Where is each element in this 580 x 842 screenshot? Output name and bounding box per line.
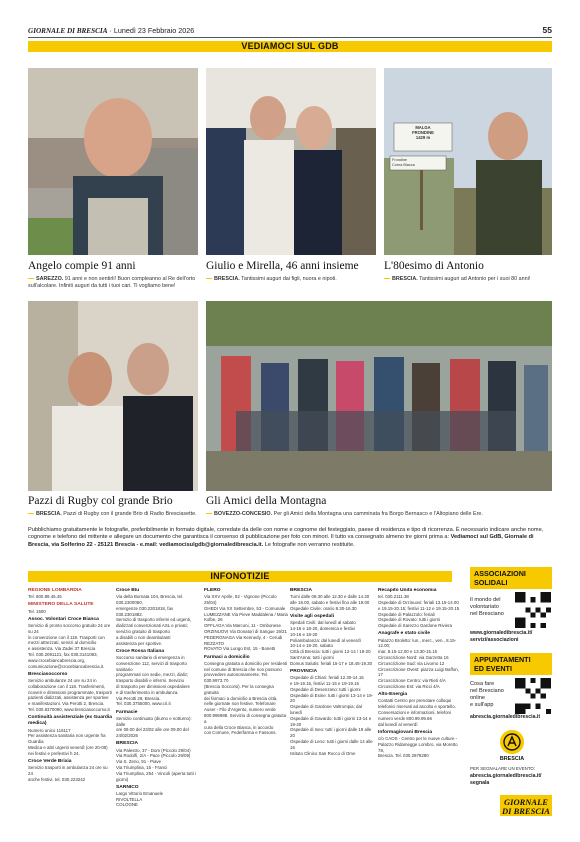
associazioni-text: Il mondo del volontariato nel Bresciano: [470, 597, 504, 617]
info-block-line: 800.995988. Servizio di consegna gratuita a: [204, 712, 287, 724]
info-block-line: assistenza per sportive.: [116, 640, 163, 646]
info-block-title: BRESCIA: [290, 588, 313, 593]
report-link[interactable]: abrescia.giornaledibrescia.it/ segnala: [470, 773, 542, 786]
associazioni-band: ASSOCIAZIONI SOLIDALI: [470, 567, 552, 589]
info-block-title: Informagiovani Brescia: [378, 729, 433, 735]
info-block-line: Servizio ambulanze 24 ore su 24 in: [28, 677, 97, 683]
photo-antonio: [384, 68, 552, 255]
info-block-line: Ospedale di Iseo: tutti i giorni dalle 19 alle 20: [290, 727, 372, 739]
info-block-line: 10-14 e 18-20, sabato: [290, 643, 333, 649]
info-block-line: anche festivi. tel. 030.223242: [28, 776, 86, 782]
info-block-line: Poliambulanza: dal lunedì al venerdì: [290, 637, 361, 643]
info-block-title: REGIONE LOMBARDIA: [28, 588, 82, 593]
a-logo-icon: [500, 730, 524, 754]
info-block-title: FLERO: [204, 588, 221, 593]
submission-notice: Pubblichiamo gratuitamente le fotografie, preferibilmente in formato digitale, corredate da delle con nome e cognome del festeggiato, paese di residenza e tipo di ricorrenza. È necessario indicare anche nome, cognome e telefono del mittente e allegare un documento che garantisca il consenso di pubblicazione per foto con minori. Il tutto va consegnato almeno tre giorni prima a: Vediamoci sul GdB, Giornale di Brescia, via Solferino 22 - 25121 Brescia - e.mail: vediamocisulgdb@giornaledibrescia.it. Le fotografie non verranno restituite.: [28, 527, 544, 548]
info-column-4: [290, 588, 374, 820]
info-block-line: Auser - Filo d'Argento, numero verde: [204, 707, 276, 713]
info-block-line: Circoscrizione Ovest: piazza Luigi Baffon, 17: [378, 666, 459, 678]
info-column-2: [116, 588, 200, 820]
eventi-text: Cosa fare nel Bresciano online e sull'app: [470, 681, 504, 708]
info-block-line: Città di Brescia: tutti i giorni 12-14 / 19-20: [290, 649, 371, 655]
infonotizie-title: INFONOTIZIE: [28, 571, 452, 582]
photo-amici-montagna: [206, 301, 552, 491]
info-block-line: 14-16 e 18-20, domenica e festivi: [290, 625, 355, 631]
header-left: GIORNALE DI BRESCIA · Lunedì 23 Febbraio 2026: [28, 26, 195, 35]
info-block-title: Alto-Energia: [378, 692, 408, 698]
qr-associazioni-icon[interactable]: [515, 592, 551, 628]
info-block-line: Domus Salutis: feriali 15-17 e 18.45-19.30: [290, 660, 373, 666]
info-block-title: BRESCIA: [116, 741, 139, 747]
info-block-line: Via Triumplina, 15 - Franci: [116, 764, 168, 770]
info-block-line: Ospedale di Gavardo: tutti i giorni 13-14 e 19-20: [290, 715, 372, 727]
info-block-title: MINISTERO DELLA SALUTE: [28, 602, 94, 608]
info-block-title: Assoc. Volontari Croce Bianca: [28, 616, 99, 622]
page-header: [28, 26, 552, 38]
info-block-line: e 19-19.15, festivi 11-15 e 19-19.15: [290, 680, 359, 686]
caption-text-amici: BOVEZZO-CONCESIO. Per gli Amici della Montagna una camminata fra Borgo Bernasco e l'Altopiano delle Ere.: [206, 511, 552, 518]
info-block-line: tel. 030.2111.38: [378, 594, 409, 600]
info-block-line: pazienti dializzati, assistenza per sportive: [28, 695, 109, 701]
info-block-title: PROVINCIA: [290, 668, 318, 674]
info-block-line: Ospedale di Palazzolo: feriali: [378, 611, 435, 617]
photo-rugby: [28, 301, 198, 491]
caption-title-rugby: Pazzi di Rugby col grande Brio: [28, 495, 173, 507]
sign-malga: MALGA FRONDINE 1429 m: [412, 125, 434, 140]
info-block-title: Visite agli ospedali: [290, 613, 334, 619]
info-block-line: Servizio di trasporto infermi ed urgenti,: [116, 617, 192, 623]
info-block-title: Croce Rossa Italiana: [116, 648, 165, 654]
info-block-line: Circoscrizione Nord: via Garzetta 16: [378, 654, 449, 660]
info-block-line: Via XXV Aprile, 52 - Vignone (Piccolo 25/04): [204, 594, 277, 605]
info-block-line: mar. 8.15-12.00 e 13.30-15.15: [378, 649, 438, 655]
info-block-title: SARNICO: [116, 784, 139, 790]
caption-title-amici: Gli Amici della Montagna: [206, 495, 327, 507]
info-block-line: Circoscrizione Est: via Ricci 4/A: [378, 683, 440, 689]
info-block-line: COLOGNE: [116, 802, 138, 808]
info-block-line: convenzione 112, servizi di trasporto sanitario: [116, 660, 187, 672]
eventi-link[interactable]: abrescia.giornaledibrescia.it: [470, 714, 541, 720]
info-block-line: servizio gratuito di trasporto: [116, 628, 170, 634]
info-block-line: e assistenza. Via Zadei 37 Brescia: [28, 646, 96, 652]
info-block-line: nel comune di Brescia che non possono: [204, 666, 282, 672]
info-block-line: dal lunedì al venerdì: [378, 721, 418, 727]
info-block-line: Via della Bornata 104, Brescia, tel. 030.2300050,: [116, 594, 184, 605]
info-block-line: Via Perotti 29, Brescia.: [116, 695, 161, 701]
info-block-line: comunicazione@crocebiancabrescia.it.: [28, 663, 105, 669]
info-block-line: ROVATO Via Lungo Est, 15 - Bonetti: [204, 646, 276, 652]
info-block-line: c/o CAOS - Centro per le nuove culture -: [378, 735, 458, 741]
page-number: 55: [542, 25, 552, 35]
section-title: VEDIAMOCI SUL GDB: [28, 41, 552, 52]
info-block-line: con Comune, Federfarma e Fassons.: [204, 730, 277, 736]
photo-giulio-mirella: [206, 68, 376, 255]
info-block-line: Numero unico 116117: [28, 727, 71, 733]
info-block-line: e 19.15-20.15; festivi 11-12 e 19.15-20.15: [378, 605, 460, 611]
info-block-line: in convenzione con il 118. Trasporti con: [28, 634, 105, 640]
photo-angelo-image: [28, 68, 198, 255]
info-block-line: Tel. 030.8370090, www.bresciasoccorso.it: [28, 706, 110, 712]
info-block-line: Soccorso sanitario di emergenza in: [116, 654, 185, 660]
info-block-line: trasporto disabili e infermi. Servizio: [116, 678, 185, 684]
info-column-5: [378, 588, 462, 820]
info-block-line: Istituto Clinico San Rocco di Ome: [290, 750, 356, 756]
info-block-line: emergenze 030.2301818, fax 030.2301882.: [116, 605, 174, 617]
photo-angelo: [28, 68, 198, 255]
caption-title-giulio: Giulio e Mirella, 46 anni insieme: [206, 260, 359, 272]
info-block-line: www.crocebiancabrescia.org,: [28, 657, 86, 663]
info-block-line: Ospedale di Rovato: tutti i giorni: [378, 617, 441, 623]
qr-eventi-icon[interactable]: [515, 678, 551, 714]
info-block-line: Ospedale di Esine: tutti i giorni 13-14 e 19-20: [290, 692, 373, 704]
info-column-3: [204, 588, 288, 820]
info-block-line: ORZINUOVI Via Donatori di Sangue 19/21: [204, 628, 287, 634]
submission-address: Vediamoci sul GdB, Giornale di Brescia, via Solferino 22 - 25121 Brescia - e.mail: vediamocisulgdb@giornaledibrescia.it.: [28, 534, 534, 548]
photo-couple-image: [206, 68, 376, 255]
info-block-line: a disabili o non deambulanti: [116, 634, 171, 640]
info-block-line: RIVOLTELLA: [116, 796, 143, 802]
caption-title-antonio: L'80esimo di Antonio: [384, 260, 484, 272]
info-block-line: Tel. 030.3755000, www.cri.it: [116, 701, 171, 707]
info-block-line: Consegna gratuita a domicilio per residenti: [204, 660, 288, 666]
info-block-title: Croce Verde Brixia: [28, 758, 72, 764]
info-block-line: Palazzo Ridamegge Lombro, via Moretto 78,: [378, 741, 458, 753]
info-block-line: nei festivi e prefestivi h 24.: [28, 750, 80, 756]
info-block-line: Ospedale di Desenzano: tutti i giorni: [290, 686, 361, 692]
info-block-line: telefonici riservati ad ascolto e sportello.: [378, 704, 456, 710]
info-block-line: Medica e altri urgenti venerdì (ore 20-08): [28, 744, 108, 750]
info-block-line: Servizio continuato (diurno e notturno): dalle: [116, 715, 192, 727]
info-block-line: (Brescia Soccorsi). Per la consegna gratuita: [204, 683, 274, 695]
info-block-line: dei farmaci a domicilio a Brescia città,: [204, 695, 278, 701]
masthead: GIORNALE DI BRESCIA: [28, 27, 108, 35]
info-block-title: Croce Blu: [116, 588, 140, 593]
info-block-line: GHEDI Via XX Settembre, 53 - Comunale: [204, 605, 286, 611]
info-block-line: alle 18.00, sabato e festivi fino alle 19.00: [290, 600, 370, 605]
info-block-line: Circoscrizione Sud: via Livorno 12: [378, 660, 445, 666]
info-block-title: Farmacie: [116, 709, 138, 715]
info-block-line: Brescia. Tel. 030.2978280: [378, 753, 429, 759]
info-column-1: [28, 588, 112, 820]
info-block-line: e di trasferimento in ambulanza.: [116, 689, 179, 695]
info-block-line: ore 09.00 del 23/02 alle ore 09.00 del 24/02/2026: [116, 727, 189, 739]
info-block-line: Via Rodolfi, 2/A - Pace (Piccolo 29/09): [116, 753, 191, 759]
info-block-line: collaborazione con il 118. Trasferimenti,: [28, 683, 106, 689]
info-block-line: programmati con sedie, mezzi, dializ;: [116, 672, 189, 678]
info-block-line: Tel. 1500: [28, 608, 46, 614]
caption-title-angelo: Angelo compie 91 anni: [28, 260, 136, 272]
info-block-line: numero verde 800.99.99.66: [378, 715, 432, 721]
info-block-line: Contatti Centro per prenotare colloqui: [378, 698, 452, 704]
info-block-line: Servizio trasporti in ambulanza 24 ore su 24: [28, 765, 108, 776]
info-block-line: provvedere autonomamente. Tel. 030.9973.70: [204, 672, 269, 684]
caption-text-rugby: BRESCIA. Pazzi di Rugby con il grande Brio di Radio Bresciasette.: [28, 511, 198, 518]
abrescia-label: BRESCIA: [499, 756, 525, 762]
associazioni-link[interactable]: www.giornaledibrescia.it/ servizi/associazioni: [470, 630, 533, 643]
info-block-line: Tel. 800.89.45.45: [28, 594, 62, 600]
photo-group-image: [206, 301, 552, 491]
info-block-line: Tel. 030.2091121, fax 030.3141083,: [28, 651, 98, 657]
info-block-line: OFFLAGA Via Marconi, 11 - Ombonese: [204, 623, 281, 629]
info-block-line: Via Palestro, 37 - Dom (Piccolo 29/04): [116, 747, 191, 753]
gdb-logo: GIORNALE DI BRESCIA: [500, 795, 552, 816]
info-block-line: PEDERGNAGA Via Kennedy, 4 - Cerudi: [204, 634, 283, 640]
info-block-line: Turni dalle 08.30 alle 12.30 e dalle 14.30: [290, 594, 370, 600]
info-block-line: Ospedale di Gardone Valtrompia: dal lunedì: [290, 704, 362, 715]
info-block-line: dializzati convenzionati ASL e privati;: [116, 623, 188, 629]
info-block-line: Ospedale di Orzinuovi: feriali 13.15-14.00: [378, 600, 459, 605]
sign-directions: Frondine Corna Blacca: [392, 158, 415, 167]
info-block-line: Servizio di pronto soccorso gratuito 24 ore su 24: [28, 622, 111, 634]
caption-text-angelo: SAREZZO. 91 anni e non sentirli! Buon compleanno al Re dell'orto sull'alcolare. Infiniti auguri da tutti i tuoi cari. Ti vogliamo bene!: [28, 276, 196, 289]
info-block-line: LUMEZZANE Via Pieve Maddalena / Maria Kolbe, 26: [204, 611, 288, 623]
info-block-line: Ospedale di Leno: tutti i giorni dalle 14 alle 16: [290, 738, 373, 750]
info-block-line: Circoscrizione Centro: via Rieti 4/A: [378, 678, 446, 684]
info-block-line: Via Triumplina, 254 - Vincoli (aperta tutti i giorni): [116, 770, 196, 782]
info-block-line: Ospedale Civile: orario 8.30-16.30: [290, 605, 357, 611]
eventi-band: APPUNTAMENTI ED EVENTI: [470, 653, 552, 675]
info-block-title: Recapito Unità economia: [378, 588, 437, 593]
info-block-title: Anagrafe e stato civile: [378, 631, 430, 637]
info-block-line: nelle giornate non festive. Telefonare: [204, 701, 276, 707]
info-block-line: Per assistenza sanitaria non urgente fra Guardia: [28, 733, 106, 745]
abrescia-logo: [500, 730, 524, 754]
caption-text-antonio: BRESCIA. Tantissimi auguri ad Antonio per i suoi 80 anni!: [384, 276, 552, 283]
info-block-line: Conversazioni e informazioni, telefoni: [378, 709, 451, 715]
info-block-line: REZZATO: [204, 640, 225, 646]
info-block-line: di trasporto per dimissioni ospedaliere: [116, 683, 190, 689]
info-block-line: e manifestazioni. Via Perotti 2, Brescia.: [28, 701, 105, 707]
info-block-line: ricoveri e dimissioni programmate, trasporti: [28, 689, 112, 695]
info-block-title: Continuità assistenziale (ex Guardia medica): [28, 715, 112, 727]
info-block-line: Ospedale di Sarezzo Gardone Riviera: [378, 623, 452, 629]
info-block-line: Ospedale di Chiari: feriali 12.30-14.15: [290, 675, 364, 681]
info-block-title: Farmaci a domicilio: [204, 654, 250, 660]
issue-date: Lunedì 23 Febbraio 2026: [113, 26, 195, 35]
info-block-line: Via S. Zeno, 91 - Piave: [116, 759, 162, 765]
info-block-line: Palazzo Broletto: lun., merc., ven., 8.15-12.00;: [378, 637, 457, 649]
info-block-line: Spedali Civili: dal lunedì al sabato: [290, 620, 356, 626]
info-block-line: 10-16 e 18-20: [290, 631, 318, 637]
info-block-line: cura della Croce Bianca, in accordo: [204, 724, 274, 730]
photo-rugby-image: [28, 301, 198, 491]
info-block-line: mezzi attrezzati, servizi al domicilio: [28, 640, 97, 646]
info-block-line: Sant'Anna: tutti i giorni: [290, 654, 334, 660]
caption-text-giulio: BRESCIA. Tantissimi auguri dai figli, nuora e nipoti.: [206, 276, 376, 283]
info-block-line: Largo Vittorio Emanuele: [116, 790, 164, 796]
info-block-title: Bresciasoccorso: [28, 671, 68, 677]
report-label: PER SEGNALARE UN EVENTO:: [470, 766, 536, 771]
